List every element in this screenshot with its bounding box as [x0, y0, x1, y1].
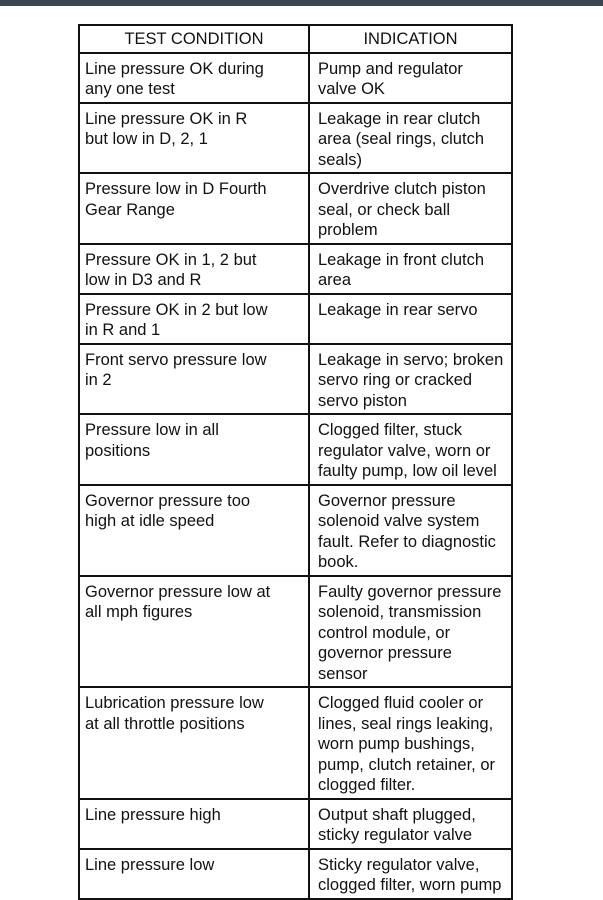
test-condition-cell [79, 344, 309, 415]
test-condition-line: Pressure low in all [85, 421, 219, 439]
table-row [79, 103, 512, 174]
test-condition-cell [79, 244, 309, 294]
indication-line: governor pressure [318, 644, 452, 662]
indication-line: pump, clutch retainer, or [318, 755, 496, 774]
table-body [79, 53, 512, 899]
indication-line: valve OK [318, 80, 385, 98]
indication-line: Pump and regulator [318, 59, 463, 78]
test-condition-cell [79, 173, 309, 244]
table-row [79, 173, 512, 244]
indication-cell [309, 414, 512, 485]
indication-line: control module, or [318, 623, 451, 642]
test-condition-cell [79, 799, 309, 849]
indication-line: Output shaft plugged, [318, 805, 476, 824]
test-condition-cell [79, 849, 309, 899]
test-condition-line: at all throttle positions [85, 714, 245, 733]
top-border-bar [0, 0, 603, 6]
indication-line: sensor [318, 664, 368, 683]
test-condition-line: Line pressure OK during [85, 59, 264, 78]
table-row [79, 485, 512, 576]
indication-cell [309, 173, 512, 244]
indication-line: problem [318, 221, 378, 239]
table-row [79, 687, 512, 799]
indication-cell [309, 799, 512, 849]
test-condition-line: in R and 1 [85, 321, 161, 339]
test-condition-line: Line pressure OK in R [85, 109, 248, 128]
test-condition-line: all mph figures [85, 603, 193, 621]
test-condition-line: Front servo pressure low [85, 350, 267, 369]
test-condition-cell [79, 485, 309, 576]
indication-cell [309, 687, 512, 799]
indication-line: Leakage in front clutch [318, 250, 485, 269]
indication-line: servo ring or cracked [318, 371, 473, 389]
header-test-condition: TEST CONDITION [79, 25, 309, 53]
test-condition-line: Line pressure low [85, 855, 215, 874]
test-condition-cell [79, 53, 309, 103]
header-indication: INDICATION [309, 25, 512, 53]
indication-line: Leakage in servo; broken [318, 350, 504, 369]
table-row [79, 799, 512, 849]
test-condition-line: Gear Range [85, 200, 175, 219]
indication-line: servo piston [318, 391, 407, 410]
table-row [79, 849, 512, 899]
pressure-test-table [78, 24, 513, 900]
test-condition-line: Governor pressure too [85, 491, 251, 510]
indication-line: Leakage in rear servo [318, 300, 478, 319]
indication-line: seal, or check ball [318, 200, 451, 219]
test-condition-cell [79, 687, 309, 799]
test-condition-line: Pressure OK in 2 but low [85, 300, 268, 319]
indication-cell [309, 344, 512, 415]
indication-line: sticky regulator valve [318, 826, 473, 844]
indication-line: Governor pressure [318, 491, 456, 510]
indication-line: worn pump bushings, [318, 735, 475, 753]
test-condition-line: Governor pressure low at [85, 582, 271, 601]
indication-cell [309, 244, 512, 294]
test-condition-line: high at idle speed [85, 512, 215, 530]
indication-line: area [318, 271, 352, 289]
indication-line: regulator valve, worn or [318, 441, 491, 460]
test-condition-line: low in D3 and R [85, 271, 202, 289]
test-condition-cell [79, 103, 309, 174]
test-condition-line: Line pressure high [85, 805, 221, 824]
indication-line: Clogged filter, stuck [318, 421, 462, 439]
test-condition-cell [79, 294, 309, 344]
indication-line: clogged filter, worn pump [318, 876, 502, 894]
test-condition-cell [79, 414, 309, 485]
test-condition-line: Pressure low in D Fourth [85, 180, 267, 198]
table-row [79, 244, 512, 294]
indication-line: Faulty governor pressure [318, 582, 502, 601]
indication-line: Sticky regulator valve, [318, 855, 480, 874]
test-condition-line: any one test [85, 80, 175, 98]
indication-line: solenoid, transmission [318, 603, 482, 621]
test-condition-line: Lubrication pressure low [85, 694, 264, 712]
table-header-row [79, 25, 512, 53]
table-row [79, 576, 512, 688]
table-row [79, 414, 512, 485]
indication-cell [309, 849, 512, 899]
indication-line: faulty pump, low oil level [318, 462, 497, 480]
indication-line: Leakage in rear clutch [318, 109, 481, 128]
indication-line: area (seal rings, clutch [318, 130, 484, 148]
test-condition-line: positions [85, 441, 151, 460]
test-condition-cell [79, 576, 309, 688]
indication-cell [309, 576, 512, 688]
test-condition-line: but low in D, 2, 1 [85, 130, 208, 148]
indication-cell [309, 53, 512, 103]
indication-cell [309, 485, 512, 576]
table-row [79, 294, 512, 344]
indication-cell [309, 294, 512, 344]
indication-line: book. [318, 553, 359, 571]
indication-line: solenoid valve system [318, 512, 480, 530]
indication-line: seals) [318, 150, 363, 169]
indication-line: clogged filter. [318, 776, 416, 794]
test-condition-line: Pressure OK in 1, 2 but [85, 250, 257, 269]
indication-line: Overdrive clutch piston [318, 180, 486, 198]
test-condition-line: in 2 [85, 371, 112, 389]
indication-line: lines, seal rings leaking, [318, 714, 494, 733]
indication-line: Clogged fluid cooler or [318, 694, 484, 712]
table-row [79, 344, 512, 415]
indication-line: fault. Refer to diagnostic [318, 532, 496, 551]
table-row [79, 53, 512, 103]
indication-cell [309, 103, 512, 174]
